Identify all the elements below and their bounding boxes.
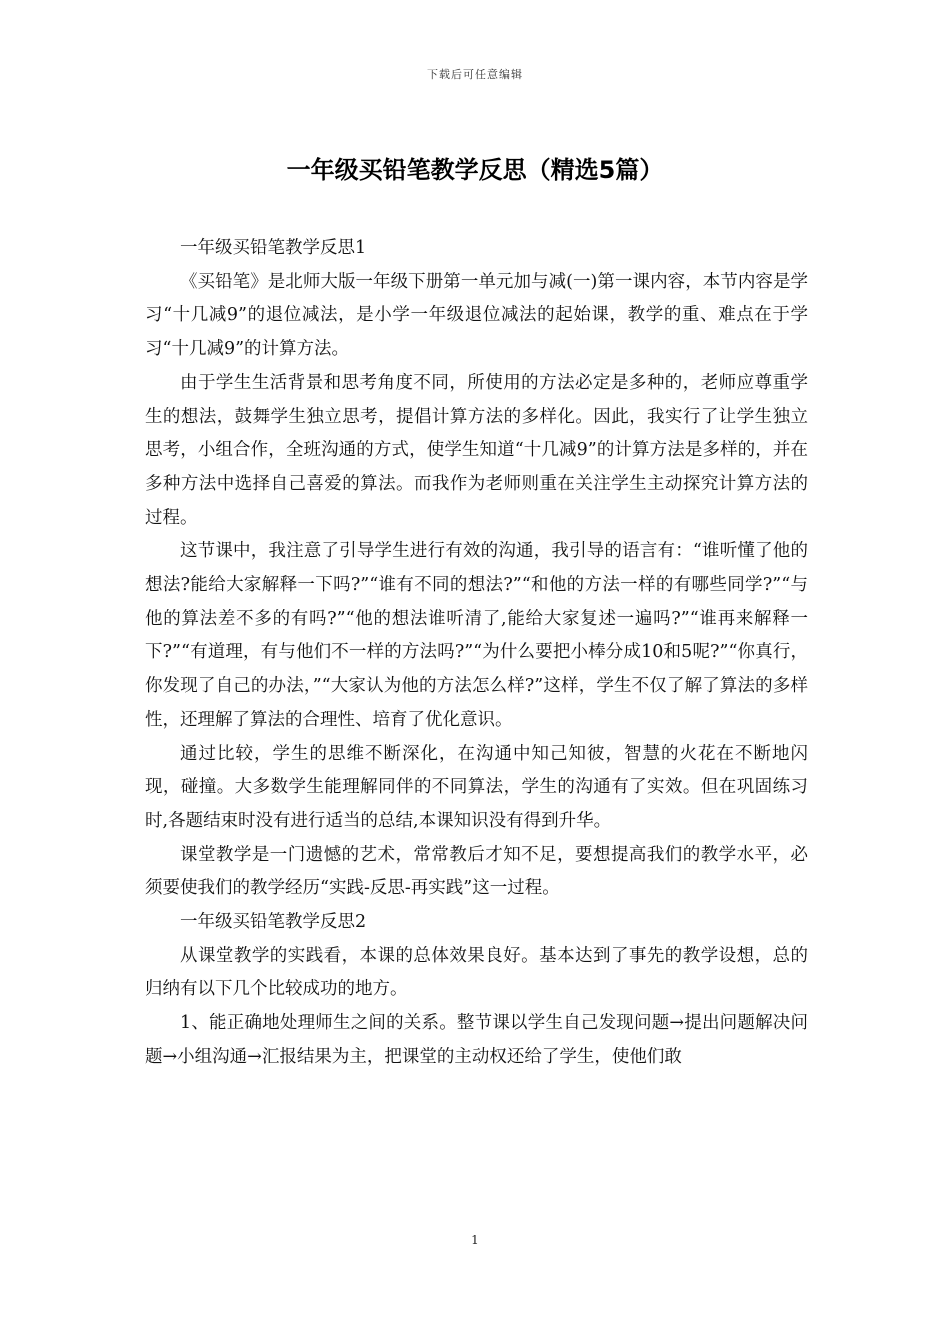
body-paragraph: 这节课中，我注意了引导学生进行有效的沟通，我引导的语言有：“谁听懂了他的想法?能给大家解释一下吗?”“谁有不同的想法?”“和他的方法一样的有哪些同学?”“与他的算法差不多的有吗?”“他的想法谁听清了,能给大家复述一遍吗?”“谁再来解释一下?”“有道理，有与他们不一样的方法吗?”“为什么要把小棒分成10和5呢?”“你真行，你发现了自己的办法，”“大家认为他的方法怎么样?”这样，学生不仅了解了算法的多样性，还理解了算法的合理性、培育了优化意识。 [145, 541, 808, 730]
document-title: 一年级买铅笔教学反思（精选5篇） [286, 156, 664, 184]
body-paragraph: 课堂教学是一门遗憾的艺术，常常教后才知不足，要想提高我们的教学水平，必须要使我们的教学经历“实践-反思-再实践”这一过程。 [145, 844, 808, 899]
page-header-note: 下载后可任意编辑 [427, 68, 523, 81]
body-paragraph: 由于学生生活背景和思考角度不同，所使用的方法必定是多种的，老师应尊重学生的想法，鼓舞学生独立思考，提倡计算方法的多样化。因此，我实行了让学生独立思考，小组合作，全班沟通的方式，使学生知道“十几减9”的计算方法是多样的，并在多种方法中选择自己喜爱的算法。而我作为老师则重在关注学生主动探究计算方法的过程。 [145, 372, 808, 528]
body-paragraph: 《买铅笔》是北师大版一年级下册第一单元加与减(一)第一课内容，本节内容是学习“十几减9”的退位减法，是小学一年级退位减法的起始课，教学的重、难点在于学习“十几减9”的计算方法。 [145, 271, 808, 360]
body-paragraph: 通过比较，学生的思维不断深化，在沟通中知己知彼，智慧的火花在不断地闪现，碰撞。大多数学生能理解同伴的不同算法，学生的沟通有了实效。但在巩固练习时,各题结束时没有进行适当的总结,本课知识没有得到升华。 [145, 743, 808, 831]
document-body [145, 232, 808, 1075]
page-number: 1 [471, 1233, 479, 1247]
section-heading-2: 一年级买铅笔教学反思2 [180, 912, 367, 933]
body-paragraph: 1、能正确地处理师生之间的关系。整节课以学生自己发现问题→提出问题解决问题→小组沟通→汇报结果为主，把课堂的主动权还给了学生，使他们敢 [145, 1013, 808, 1067]
body-paragraph: 从课堂教学的实践看，本课的总体效果良好。基本达到了事先的教学设想，总的归纳有以下几个比较成功的地方。 [145, 945, 808, 1000]
section-heading-1: 一年级买铅笔教学反思1 [180, 238, 367, 258]
